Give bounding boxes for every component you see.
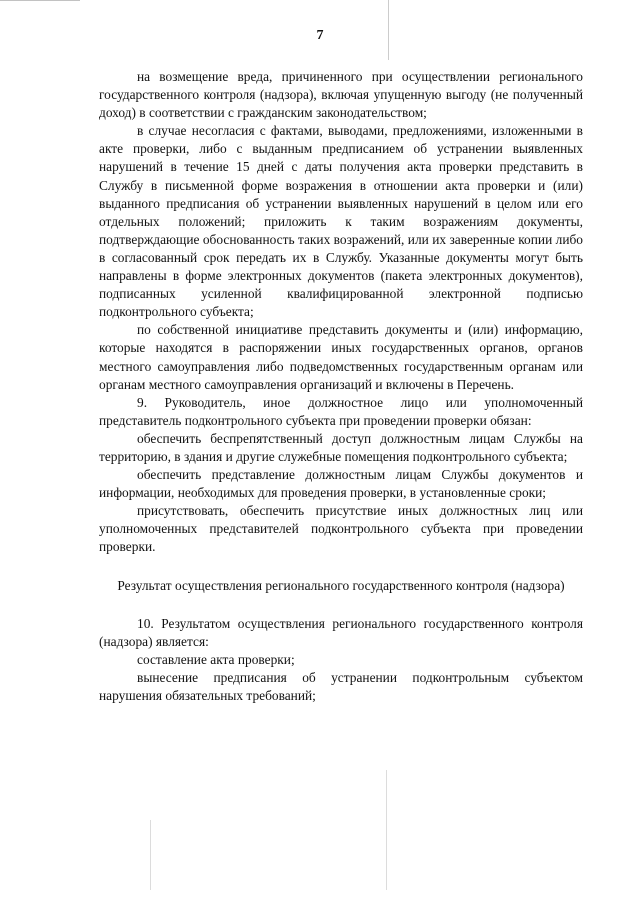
paragraph: в случае несогласия с фактами, выводами, предложениями, изложенными в акте проверки, либо с выданным предписанием об устранении выявленных нарушений в течение 15 дней с даты получения акта проверки представить в Службу в письменной форме возражения в отношении акта проверки и (или) выданного предписания об устранении выявленных нарушений в целом или его отдельных положений; приложить к таким возражениям документы, подтверждающие обоснованность таких возражений, или их заверенные копии либо в согласованный срок передать их в Службу. Указанные документы могут быть направлены в форме электронных документов (пакета электронных документов), подписанных усиленной квалифицированной электронной подписью подконтрольного субъекта; xyxy=(99,123,583,320)
paragraph: 10. Результатом осуществления регионального государственного контроля (надзора) является: xyxy=(99,615,583,649)
page-number: 7 xyxy=(316,28,324,43)
paragraph: присутствовать, обеспечить присутствие иных должностных лиц или уполномоченных представителей подконтрольного субъекта при проведении проверки. xyxy=(99,503,583,555)
scan-artifact xyxy=(386,770,387,890)
paragraph: 9. Руководитель, иное должностное лицо или уполномоченный представитель подконтрольного субъекта при проведении проверки обязан: xyxy=(99,394,583,428)
paragraph: составление акта проверки; xyxy=(137,651,295,667)
paragraph: вынесение предписания об устранении подконтрольным субъектом нарушения обязательных требований; xyxy=(99,669,583,703)
paragraph: обеспечить представление должностным лицам Службы документов и информации, необходимых для проведения проверки, в установленные сроки; xyxy=(99,467,583,501)
scan-artifact xyxy=(150,820,151,890)
paragraph: по собственной инициативе представить документы и (или) информацию, которые находятся в распоряжении иных государственных органов, органов местного самоуправления либо подведомственных государственным органам или органам местного самоуправления организаций и включены в Перечень. xyxy=(99,322,583,392)
document-body xyxy=(99,68,583,705)
paragraph: на возмещение вреда, причиненного при осуществлении регионального государственного контроля (надзора), включая упущенную выгоду (не полученный доход) в соответствии с гражданским законодательством; xyxy=(99,69,583,121)
paragraph: обеспечить беспрепятственный доступ должностным лицам Службы на территорию, в здания и другие служебные помещения подконтрольного субъекта; xyxy=(99,430,583,464)
scan-artifact xyxy=(0,0,80,1)
section-heading: Результат осуществления регионального государственного контроля (надзора) xyxy=(117,577,565,593)
